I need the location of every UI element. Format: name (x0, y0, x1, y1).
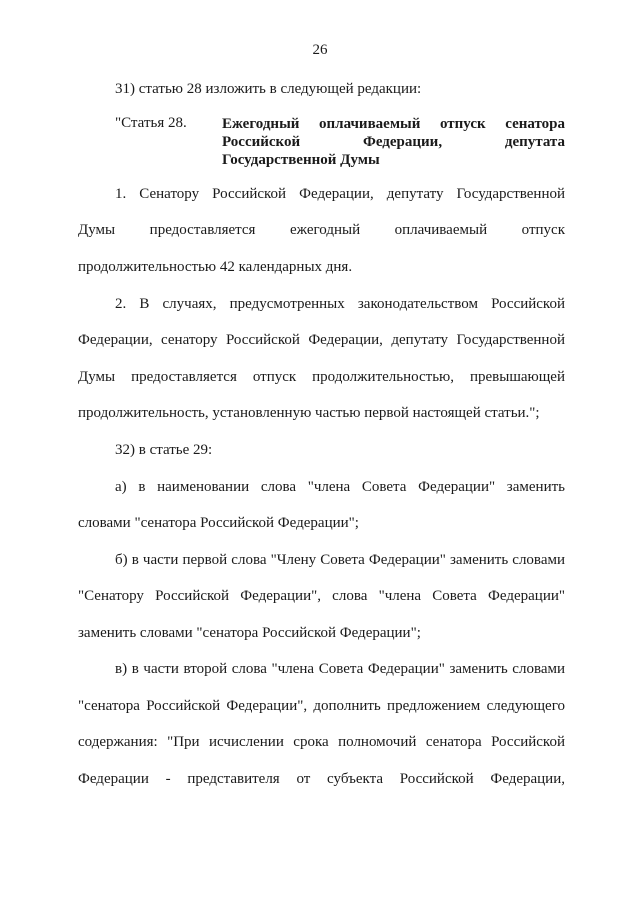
item-b-line-3: заменить словами "сенатора Российской Федерации"; (78, 625, 421, 641)
item-v-line-2: "сенатора Российской Федерации", дополнить предложением следующего (78, 698, 565, 714)
item-v-line-4: Федерации - представителя от субъекта Российской Федерации, (78, 771, 565, 787)
page-number: 26 (312, 42, 328, 58)
para1-line-1: 1. Сенатору Российской Федерации, депутату Государственной (115, 186, 565, 202)
para1-line-3: продолжительностью 42 календарных дня. (78, 259, 353, 275)
para2-line-2: Федерации, сенатору Российской Федерации, депутату Государственной (78, 332, 565, 348)
item-b-line-1: б) в части первой слова "Члену Совета Федерации" заменить словами (115, 552, 565, 568)
article-title-line-2: Российской Федерации, депутата (222, 134, 565, 150)
para2-line-1: 2. В случаях, предусмотренных законодательством Российской (115, 296, 565, 312)
article-label: "Статья 28. (115, 115, 187, 131)
item-v-line-1: в) в части второй слова "члена Совета Федерации" заменить словами (115, 661, 565, 677)
article-title-line-3: Государственной Думы (222, 152, 380, 168)
item-32: 32) в статье 29: (115, 442, 213, 458)
article-title-line-1: Ежегодный оплачиваемый отпуск сенатора (222, 116, 565, 132)
item-31: 31) статью 28 изложить в следующей редакции: (115, 81, 422, 97)
item-v-line-3: содержания: "При исчислении срока полномочий сенатора Российской (78, 734, 565, 750)
para2-line-4: продолжительность, установленную частью первой настоящей статьи."; (78, 405, 540, 421)
item-a-line-1: а) в наименовании слова "члена Совета Федерации" заменить (115, 479, 565, 495)
para2-line-3: Думы предоставляется отпуск продолжительностью, превышающей (78, 369, 565, 385)
para1-line-2: Думы предоставляется ежегодный оплачиваемый отпуск (78, 222, 565, 238)
item-a-line-2: словами "сенатора Российской Федерации"; (78, 515, 359, 531)
item-b-line-2: "Сенатору Российской Федерации", слова "члена Совета Федерации" (78, 588, 565, 604)
